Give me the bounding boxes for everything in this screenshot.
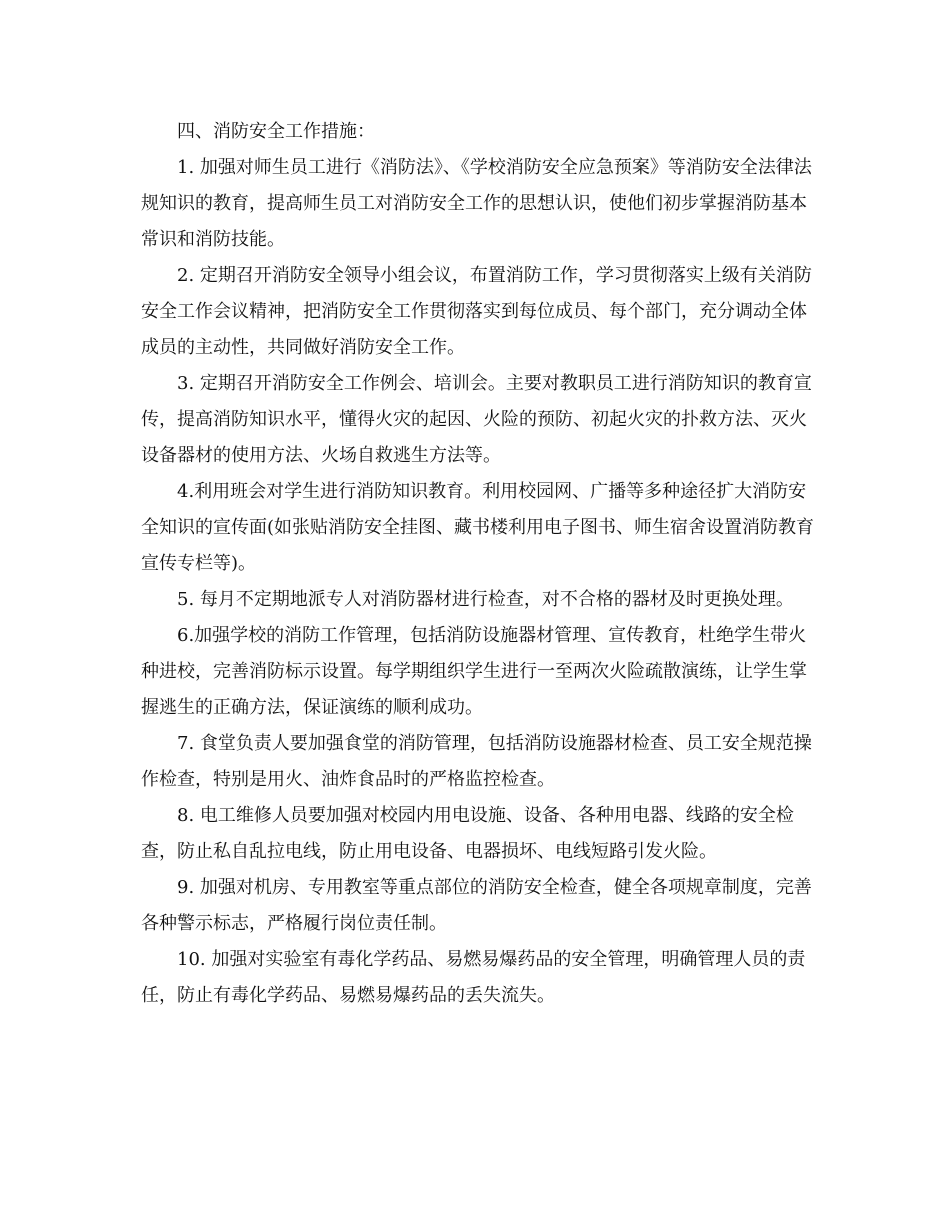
section-heading: 四、消防安全工作措施： [177,121,375,142]
measure-item-4: 4.利用班会对学生进行消防知识教育。利用校园网、广播等多种途径扩大消防安全知识的宣传面(如张贴消防安全挂图、藏书楼利用电子图书、师生宿舍设置消防教育宣传专栏等)。 [141,481,815,574]
measure-item-10: 10. 加强对实验室有毒化学药品、易燃易爆药品的安全管理，明确管理人员的责任，防止有毒化学药品、易燃易爆药品的丢失流失。 [141,949,806,1006]
measure-item-1: 1. 加强对师生员工进行《消防法》、《学校消防安全应急预案》等消防安全法律法规知识的教育，提高师生员工对消防安全工作的思想认识，使他们初步掌握消防基本常识和消防技能。 [141,157,812,250]
measure-item-2: 2. 定期召开消防安全领导小组会议，布置消防工作，学习贯彻落实上级有关消防安全工作会议精神，把消防安全工作贯彻落实到每位成员、每个部门，充分调动全体成员的主动性，共同做好消防安全工作。 [141,265,812,358]
measure-item-7: 7. 食堂负责人要加强食堂的消防管理，包括消防设施器材检查、员工安全规范操作检查，特别是用火、油炸食品时的严格监控检查。 [141,733,812,790]
measure-item-5: 5. 每月不定期地派专人对消防器材进行检查，对不合格的器材及时更换处理。 [177,589,794,610]
measure-item-3: 3. 定期召开消防安全工作例会、培训会。主要对教职员工进行消防知识的教育宣传，提高消防知识水平，懂得火灾的起因、火险的预防、初起火灾的扑救方法、灭火设备器材的使用方法、火场自救逃生方法等。 [141,373,812,466]
measure-item-9: 9. 加强对机房、专用教室等重点部位的消防安全检查，健全各项规章制度，完善各种警示标志，严格履行岗位责任制。 [141,877,812,934]
document-body [141,114,821,1014]
measure-item-8: 8. 电工维修人员要加强对校园内用电设施、设备、各种用电器、线路的安全检查，防止私自乱拉电线，防止用电设备、电器损坏、电线短路引发火险。 [141,805,794,862]
measure-item-6: 6.加强学校的消防工作管理，包括消防设施器材管理、宣传教育，杜绝学生带火种进校，完善消防标示设置。每学期组织学生进行一至两次火险疏散演练，让学生掌握逃生的正确方法，保证演练的顺利成功。 [141,625,807,718]
